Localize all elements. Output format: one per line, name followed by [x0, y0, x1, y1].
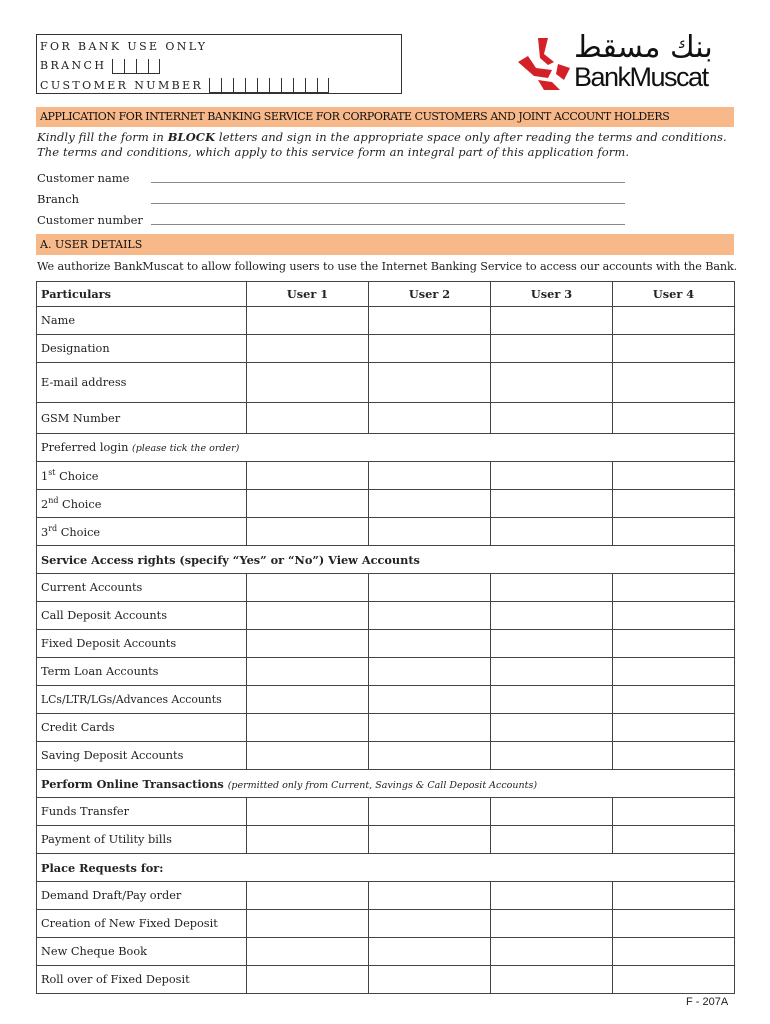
user-3-cell[interactable]: [491, 714, 613, 742]
table-row: [37, 490, 735, 518]
user-3-cell[interactable]: [491, 307, 613, 335]
user-4-cell[interactable]: [613, 882, 735, 910]
user-4-cell[interactable]: [613, 658, 735, 686]
row-label: 2nd Choice: [37, 490, 247, 518]
user-3-cell[interactable]: [491, 882, 613, 910]
user-1-cell[interactable]: [247, 714, 369, 742]
user-3-cell[interactable]: [491, 462, 613, 490]
user-4-cell[interactable]: [613, 462, 735, 490]
user-2-cell[interactable]: [369, 630, 491, 658]
customer-number-cells[interactable]: [209, 78, 329, 93]
user-1-cell[interactable]: [247, 686, 369, 714]
row-label: Creation of New Fixed Deposit: [37, 910, 247, 938]
user-4-cell[interactable]: [613, 630, 735, 658]
customer-name-field[interactable]: [37, 171, 130, 185]
user-4-cell[interactable]: [613, 335, 735, 363]
user-2-cell[interactable]: [369, 826, 491, 854]
user-3-cell[interactable]: [491, 403, 613, 434]
user-4-cell[interactable]: [613, 714, 735, 742]
user-1-cell[interactable]: [247, 742, 369, 770]
instructions-line-1: Kindly fill the form in BLOCK letters and sign in the appropriate space only after reading the terms and conditions.: [37, 130, 727, 144]
user-3-cell[interactable]: [491, 490, 613, 518]
user-2-cell[interactable]: [369, 574, 491, 602]
row-label: Name: [37, 307, 247, 335]
user-1-cell[interactable]: [247, 826, 369, 854]
row-label: Payment of Utility bills: [37, 826, 247, 854]
row-label: Current Accounts: [37, 574, 247, 602]
user-2-cell[interactable]: [369, 462, 491, 490]
customer-name-label: Customer name: [37, 171, 130, 185]
particulars-header: Particulars: [37, 282, 247, 307]
user-2-cell[interactable]: [369, 966, 491, 994]
row-label: Roll over of Fixed Deposit: [37, 966, 247, 994]
user-4-cell[interactable]: [613, 798, 735, 826]
user-3-cell[interactable]: [491, 826, 613, 854]
table-row: [37, 910, 735, 938]
row-label: 1st Choice: [37, 462, 247, 490]
table-row: [37, 546, 735, 574]
user-2-cell[interactable]: [369, 335, 491, 363]
user-2-cell[interactable]: [369, 658, 491, 686]
row-label: Funds Transfer: [37, 798, 247, 826]
user-1-cell[interactable]: [247, 938, 369, 966]
table-row: [37, 798, 735, 826]
user-2-cell[interactable]: [369, 742, 491, 770]
user-4-cell[interactable]: [613, 742, 735, 770]
user-1-cell[interactable]: [247, 602, 369, 630]
user-4-cell[interactable]: [613, 910, 735, 938]
user-3-cell[interactable]: [491, 574, 613, 602]
preferred-login-heading: Preferred login (please tick the order): [37, 434, 735, 462]
branch-label: BRANCH: [40, 59, 107, 73]
user-3-cell[interactable]: [491, 518, 613, 546]
user-4-cell[interactable]: [613, 966, 735, 994]
table-row: [37, 714, 735, 742]
logo-mark-icon: [514, 34, 572, 92]
row-label: New Cheque Book: [37, 938, 247, 966]
user-3-cell[interactable]: [491, 602, 613, 630]
user-3-cell[interactable]: [491, 658, 613, 686]
logo-latin-text: BankMuscat: [574, 62, 708, 92]
branch-row: [40, 57, 401, 77]
user-2-cell[interactable]: [369, 307, 491, 335]
user-2-cell[interactable]: [369, 714, 491, 742]
user-2-cell[interactable]: [369, 403, 491, 434]
table-row: [37, 938, 735, 966]
table-row: [37, 434, 735, 462]
table-row: [37, 882, 735, 910]
user-3-cell[interactable]: [491, 686, 613, 714]
user-4-cell[interactable]: [613, 574, 735, 602]
user-3-cell[interactable]: [491, 910, 613, 938]
user-1-cell[interactable]: [247, 574, 369, 602]
user-2-cell[interactable]: [369, 882, 491, 910]
user-2-cell[interactable]: [369, 938, 491, 966]
row-label: Demand Draft/Pay order: [37, 882, 247, 910]
user-3-cell[interactable]: [491, 966, 613, 994]
row-label: 3rd Choice: [37, 518, 247, 546]
bank-use-heading: FOR BANK USE ONLY: [40, 39, 208, 53]
table-row: [37, 574, 735, 602]
branch-line[interactable]: [151, 203, 625, 204]
block-emphasis: BLOCK: [167, 130, 216, 144]
table-row: [37, 602, 735, 630]
row-label: Fixed Deposit Accounts: [37, 630, 247, 658]
user-1-cell[interactable]: [247, 882, 369, 910]
user-4-header: User 4: [613, 282, 735, 307]
table-row: [37, 658, 735, 686]
table-row: [37, 335, 735, 363]
table-row: [37, 462, 735, 490]
table-row: [37, 363, 735, 403]
row-label: Call Deposit Accounts: [37, 602, 247, 630]
user-1-cell[interactable]: [247, 490, 369, 518]
user-details-table: [36, 281, 735, 994]
user-2-cell[interactable]: [369, 798, 491, 826]
table-header-row: [37, 282, 735, 307]
user-1-header: User 1: [247, 282, 369, 307]
table-row: [37, 686, 735, 714]
branch-field[interactable]: [37, 192, 79, 206]
title-band: APPLICATION FOR INTERNET BANKING SERVICE FOR CORPORATE CUSTOMERS AND JOINT ACCOUNT HOLDERS: [36, 107, 734, 127]
user-2-cell[interactable]: [369, 686, 491, 714]
row-label: LCs/LTR/LGs/Advances Accounts: [37, 686, 247, 714]
customer-name-line[interactable]: [151, 182, 625, 183]
user-1-cell[interactable]: [247, 630, 369, 658]
user-1-cell[interactable]: [247, 335, 369, 363]
table-row: [37, 826, 735, 854]
perform-online-note: (permitted only from Current, Savings & Call Deposit Accounts): [227, 779, 538, 791]
logo-arabic-text: بنك مسقط: [574, 30, 713, 65]
user-3-cell[interactable]: [491, 798, 613, 826]
preferred-login-note: (please tick the order): [132, 443, 240, 454]
section-a-title: A. USER DETAILS: [36, 234, 734, 255]
table-row: [37, 307, 735, 335]
table-row: [37, 518, 735, 546]
place-requests-heading: Place Requests for:: [37, 854, 735, 882]
table-row: [37, 403, 735, 434]
user-2-header: User 2: [369, 282, 491, 307]
table-row: [37, 966, 735, 994]
user-1-cell[interactable]: [247, 518, 369, 546]
bankmuscat-logo: [514, 30, 736, 92]
user-1-cell[interactable]: [247, 910, 369, 938]
user-1-cell[interactable]: [247, 462, 369, 490]
user-1-cell[interactable]: [247, 363, 369, 403]
user-2-cell[interactable]: [369, 910, 491, 938]
user-2-cell[interactable]: [369, 602, 491, 630]
user-4-cell[interactable]: [613, 938, 735, 966]
customer-number-line[interactable]: [151, 224, 625, 225]
table-row: [37, 854, 735, 882]
user-3-cell[interactable]: [491, 630, 613, 658]
user-4-cell[interactable]: [613, 363, 735, 403]
user-1-cell[interactable]: [247, 307, 369, 335]
user-4-cell[interactable]: [613, 490, 735, 518]
user-1-cell[interactable]: [247, 658, 369, 686]
row-label: Credit Cards: [37, 714, 247, 742]
branch-field-label: Branch: [37, 192, 80, 206]
user-3-cell[interactable]: [491, 742, 613, 770]
user-4-cell[interactable]: [613, 307, 735, 335]
user-1-cell[interactable]: [247, 798, 369, 826]
user-1-cell[interactable]: [247, 403, 369, 434]
authorize-statement: We authorize BankMuscat to allow following users to use the Internet Banking Service to access our accounts with the Bank.: [37, 260, 738, 273]
user-3-cell[interactable]: [491, 938, 613, 966]
user-3-cell[interactable]: [491, 335, 613, 363]
perform-online-heading: Perform Online Transactions (permitted only from Current, Savings & Call Deposit Accounts): [37, 770, 735, 798]
row-label: GSM Number: [37, 403, 247, 434]
user-2-cell[interactable]: [369, 363, 491, 403]
customer-number-field-label: Customer number: [37, 213, 143, 227]
user-3-header: User 3: [491, 282, 613, 307]
branch-cells[interactable]: [112, 59, 160, 74]
user-4-cell[interactable]: [613, 826, 735, 854]
user-3-cell[interactable]: [491, 363, 613, 403]
user-4-cell[interactable]: [613, 403, 735, 434]
customer-number-row: [40, 76, 401, 96]
bank-use-box: [36, 34, 402, 94]
row-label: Term Loan Accounts: [37, 658, 247, 686]
instructions: [37, 130, 727, 160]
user-4-cell[interactable]: [613, 602, 735, 630]
customer-number-label: CUSTOMER NUMBER: [40, 78, 204, 92]
row-label: Designation: [37, 335, 247, 363]
user-4-cell[interactable]: [613, 518, 735, 546]
table-row: [37, 742, 735, 770]
instructions-line-2: The terms and conditions, which apply to this service form an integral part of this application form.: [37, 145, 630, 159]
customer-number-field[interactable]: [37, 213, 143, 227]
user-2-cell[interactable]: [369, 490, 491, 518]
service-access-heading: Service Access rights (specify “Yes” or “No”) View Accounts: [37, 546, 735, 574]
user-1-cell[interactable]: [247, 966, 369, 994]
row-label: Saving Deposit Accounts: [37, 742, 247, 770]
table-row: [37, 630, 735, 658]
row-label: E-mail address: [37, 363, 247, 403]
table-row: [37, 770, 735, 798]
form-number: F - 207A: [686, 996, 729, 1008]
user-4-cell[interactable]: [613, 686, 735, 714]
user-2-cell[interactable]: [369, 518, 491, 546]
